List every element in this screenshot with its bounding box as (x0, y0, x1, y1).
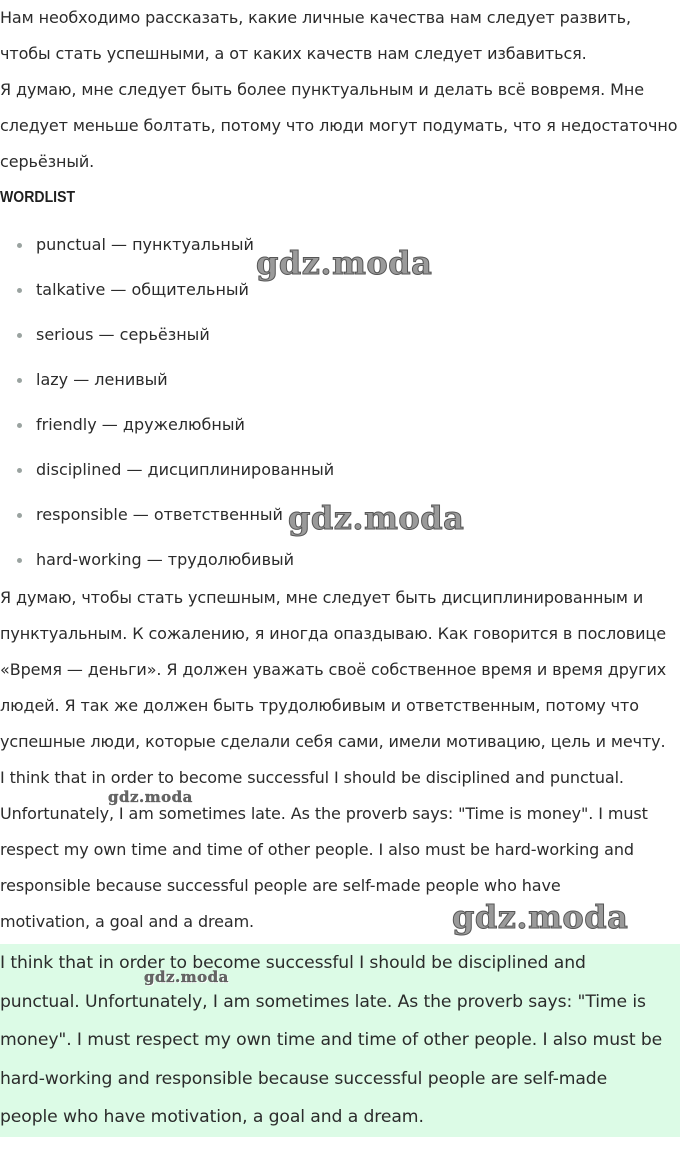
wordlist-item-text: responsible — ответственный (36, 505, 283, 524)
answer-line: hard-working and responsible because successful people are self-made (0, 1068, 608, 1089)
bullet-icon (17, 513, 22, 518)
english-text-paragraph (0, 760, 680, 940)
wordlist-item-text: friendly — дружелюбный (36, 415, 245, 434)
watermark-logo: gdz.moda (108, 788, 193, 806)
wordlist (0, 216, 680, 590)
wordlist-item (0, 455, 680, 500)
wordlist-item (0, 500, 680, 545)
wordlist-item (0, 320, 680, 365)
wordlist-item (0, 230, 680, 275)
intro-paragraph (0, 0, 680, 180)
bullet-icon (17, 468, 22, 473)
english-text-line: motivation, a goal and a dream. (0, 912, 255, 931)
intro-line: Я думаю, мне следует быть более пунктуальным и делать всё вовремя. Мне (0, 80, 644, 99)
answer-paragraph (0, 944, 680, 1137)
russian-text-line: «Время — деньги». Я должен уважать своё собственное время и время других (0, 660, 667, 679)
watermark-logo: gdz.moda (144, 968, 229, 986)
wordlist-item (0, 365, 680, 410)
english-text-line: Unfortunately, I am sometimes late. As the proverb says: "Time is money". I must (0, 804, 648, 823)
bullet-icon (17, 288, 22, 293)
bullet-icon (17, 333, 22, 338)
russian-text-line: успешные люди, которые сделали себя сами, имели мотивацию, цель и мечту. (0, 732, 666, 751)
watermark-logo: gdz.moda (452, 898, 629, 936)
wordlist-item-text: punctual — пунктуальный (36, 235, 254, 254)
intro-line: чтобы стать успешными, а от каких качеств нам следует избавиться. (0, 44, 587, 63)
wordlist-item (0, 275, 680, 320)
watermark-logo: gdz.moda (288, 499, 465, 537)
bullet-icon (17, 243, 22, 248)
russian-text-line: пунктуальным. К сожалению, я иногда опаздываю. Как говорится в пословице (0, 624, 666, 643)
russian-text-line: людей. Я так же должен быть трудолюбивым и ответственным, потому что (0, 696, 639, 715)
answer-line: people who have motivation, a goal and a dream. (0, 1107, 424, 1128)
answer-line: punctual. Unfortunately, I am sometimes late. As the proverb says: "Time is (0, 991, 646, 1012)
intro-line: следует меньше болтать, потому что люди могут подумать, что я недостаточно (0, 116, 678, 135)
answer-line: I think that in order to become successful I should be disciplined and (0, 953, 586, 973)
english-text-line: respect my own time and time of other people. I also must be hard-working and (0, 840, 634, 859)
wordlist-heading: WORDLIST (0, 189, 76, 206)
wordlist-item-text: serious — серьёзный (36, 325, 210, 344)
russian-text-paragraph (0, 580, 680, 760)
intro-line: серьёзный. (0, 152, 95, 171)
answer-line: money". I must respect my own time and time of other people. I also must be (0, 1030, 663, 1051)
english-text-line: responsible because successful people are self-made people who have (0, 876, 561, 895)
wordlist-item (0, 410, 680, 455)
wordlist-item (0, 545, 680, 590)
wordlist-item-text: lazy — ленивый (36, 370, 168, 389)
russian-text-line: Я думаю, чтобы стать успешным, мне следует быть дисциплинированным и (0, 588, 644, 607)
wordlist-item-text: hard-working — трудолюбивый (36, 550, 295, 569)
bullet-icon (17, 423, 22, 428)
wordlist-item-text: talkative — общительный (36, 280, 249, 299)
bullet-icon (17, 558, 22, 563)
bullet-icon (17, 378, 22, 383)
intro-line: Нам необходимо рассказать, какие личные качества нам следует развить, (0, 8, 631, 27)
answer-highlight-block (0, 944, 680, 1137)
wordlist-item-text: disciplined — дисциплинированный (36, 460, 335, 479)
watermark-logo: gdz.moda (256, 244, 433, 282)
english-text-line: I think that in order to become successful I should be disciplined and punctual. (0, 768, 624, 787)
